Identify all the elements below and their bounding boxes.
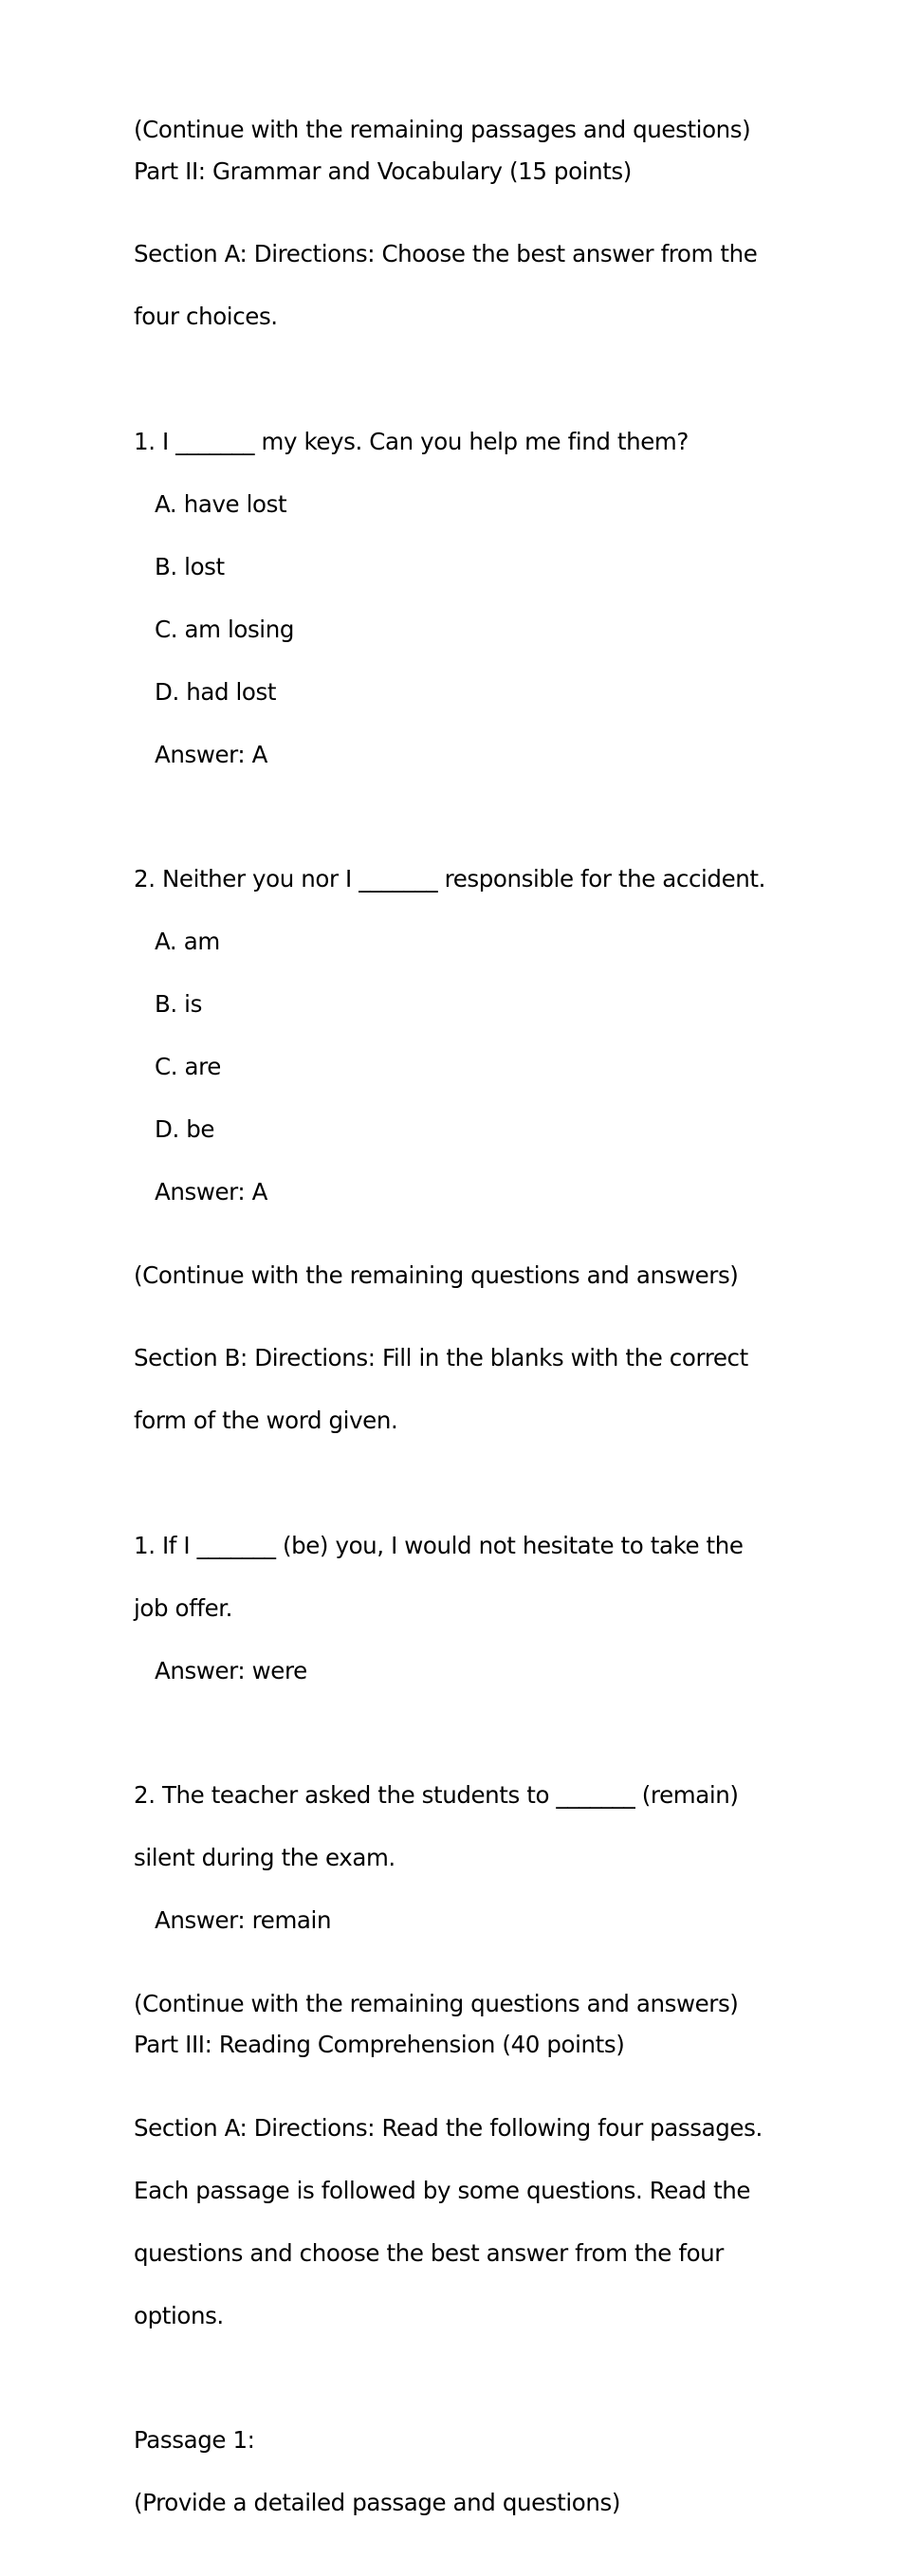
question-answer: Answer: remain bbox=[155, 1906, 332, 1934]
document-page bbox=[134, 116, 779, 2576]
directions-line: options. bbox=[134, 2301, 224, 2329]
directions-line: Section A: Directions: Read the following four passages. bbox=[134, 2113, 763, 2142]
part2-section-a-directions bbox=[134, 202, 779, 369]
question-answer: Answer: A bbox=[155, 1178, 268, 1205]
part2-section-b-directions bbox=[134, 1306, 779, 1473]
question-option: A. am bbox=[155, 928, 220, 955]
directions-line: form of the word given. bbox=[134, 1407, 398, 1434]
part3-section-a-directions bbox=[134, 2076, 779, 2368]
intro-note: (Continue with the remaining passages and questions) bbox=[134, 116, 751, 143]
question-stem: 2. Neither you nor I _______ responsible for the accident. bbox=[134, 865, 765, 892]
question-option: D. be bbox=[155, 1115, 215, 1143]
question-option: A. have lost bbox=[155, 489, 287, 518]
question-answer: Answer: were bbox=[155, 1656, 307, 1684]
part2-title: Part II: Grammar and Vocabulary (15 points) bbox=[134, 156, 632, 185]
question-stem: 1. I _______ my keys. Can you help me find them? bbox=[134, 427, 689, 455]
directions-line: Each passage is followed by some questions. Read the bbox=[134, 2176, 751, 2204]
directions-line: Section A: Directions: Choose the best answer from the bbox=[134, 240, 758, 267]
passage-label: Passage 1: bbox=[134, 2426, 255, 2454]
directions-line: questions and choose the best answer from the four bbox=[134, 2238, 724, 2267]
question-answer: Answer: A bbox=[155, 740, 268, 768]
question-option: B. is bbox=[155, 990, 202, 1018]
question-block bbox=[134, 827, 779, 1244]
passage-note: (Provide a detailed passage and questions) bbox=[134, 2489, 620, 2516]
question-option: C. are bbox=[155, 1053, 221, 1080]
question-option: C. am losing bbox=[155, 615, 294, 643]
question-option: B. lost bbox=[155, 552, 225, 580]
question-block bbox=[134, 1494, 779, 1723]
continue-note: (Continue with the remaining questions and answers) bbox=[134, 1989, 739, 2017]
question-stem: 1. If I _______ (be) you, I would not hesitate to take the bbox=[134, 1531, 744, 1559]
question-option: D. had lost bbox=[155, 677, 277, 706]
question-stem: 2. The teacher asked the students to _______ (remain) bbox=[134, 1781, 739, 1809]
part3-title: Part III: Reading Comprehension (40 points) bbox=[134, 2031, 625, 2058]
passage-block bbox=[134, 2388, 779, 2555]
question-block bbox=[134, 390, 779, 807]
directions-line: four choices. bbox=[134, 303, 278, 330]
question-stem: job offer. bbox=[134, 1593, 233, 1622]
directions-line: Section B: Directions: Fill in the blanks with the correct bbox=[134, 1344, 748, 1371]
continue-note: (Continue with the remaining questions and answers) bbox=[134, 1260, 739, 1289]
question-stem: silent during the exam. bbox=[134, 1844, 395, 1871]
question-block bbox=[134, 1743, 779, 1973]
